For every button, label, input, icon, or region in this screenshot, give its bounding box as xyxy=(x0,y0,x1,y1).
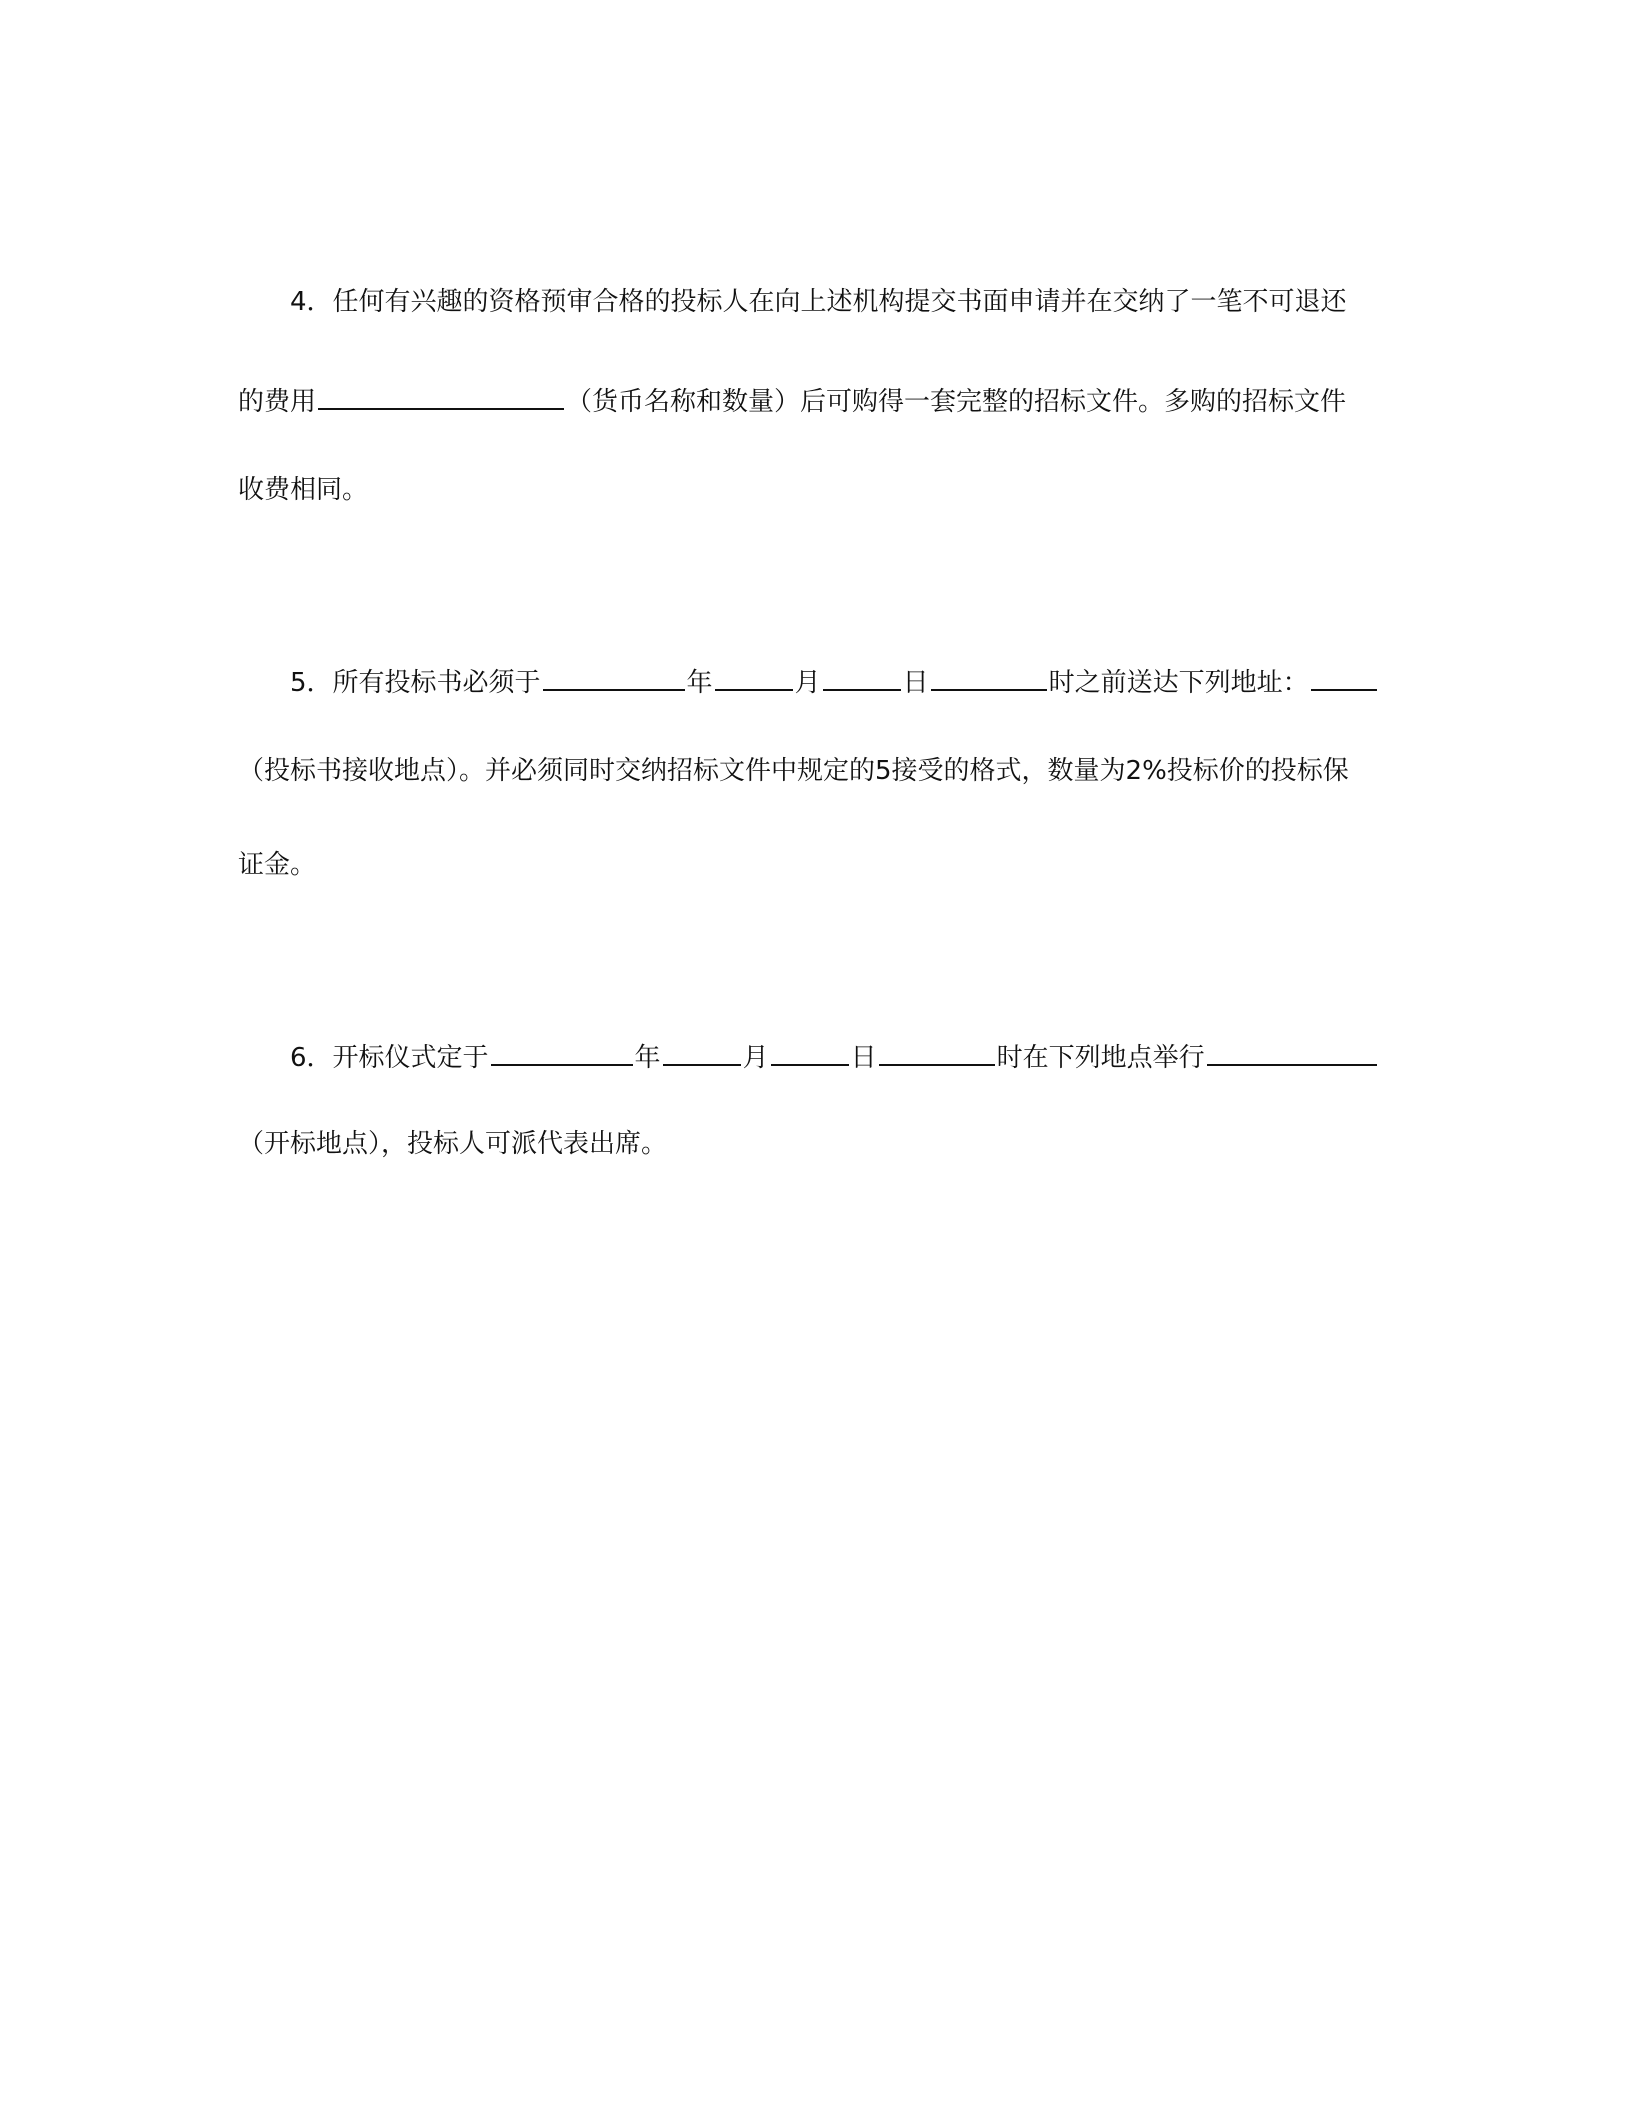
paragraph-5-text-1a: 5．所有投标书必须于 xyxy=(290,668,541,698)
paragraph-4-line-1 xyxy=(290,286,1347,318)
deadline-day-blank[interactable] xyxy=(823,661,901,691)
paragraph-4-text-1: 4．任何有兴趣的资格预审合格的投标人在向上述机构提交书面申请并在交纳了一笔不可退还 xyxy=(290,287,1347,317)
deadline-hour-blank[interactable] xyxy=(931,661,1047,691)
paragraph-5-line-3 xyxy=(238,849,316,881)
year-label: 年 xyxy=(686,668,713,698)
paragraph-4-text-2a: 的费用 xyxy=(238,387,317,417)
paragraph-4-line-2 xyxy=(238,380,1346,418)
paragraph-4-line-3 xyxy=(238,474,368,506)
paragraph-5-text-1b: 时之前送达下列地址： xyxy=(1048,668,1309,698)
paragraph-4-text-2b: （货币名称和数量）后可购得一套完整的招标文件。多购的招标文件 xyxy=(566,387,1347,417)
day-label: 日 xyxy=(850,1043,877,1073)
month-label: 月 xyxy=(742,1043,769,1073)
fee-blank[interactable] xyxy=(318,380,564,410)
paragraph-5-text-3: 证金。 xyxy=(238,850,317,880)
paragraph-6-line-1 xyxy=(290,1036,1379,1074)
paragraph-6-line-2 xyxy=(238,1128,667,1160)
opening-month-blank[interactable] xyxy=(663,1036,741,1066)
paragraph-6-text-2: （开标地点），投标人可派代表出席。 xyxy=(238,1129,668,1159)
opening-year-blank[interactable] xyxy=(491,1036,633,1066)
paragraph-5-text-2: （投标书接收地点）。并必须同时交纳招标文件中规定的5接受的格式，数量为2%投标价的投标保 xyxy=(238,756,1349,786)
paragraph-5-line-1 xyxy=(290,661,1379,699)
paragraph-4-text-3: 收费相同。 xyxy=(238,475,369,505)
month-label: 月 xyxy=(794,668,821,698)
paragraph-5-line-2 xyxy=(238,755,1349,787)
paragraph-6-text-1a: 6．开标仪式定于 xyxy=(290,1043,489,1073)
address-blank[interactable] xyxy=(1311,661,1377,691)
paragraph-6-text-1b: 时在下列地点举行 xyxy=(996,1043,1205,1073)
year-label: 年 xyxy=(634,1043,661,1073)
opening-location-blank[interactable] xyxy=(1207,1036,1377,1066)
deadline-month-blank[interactable] xyxy=(715,661,793,691)
day-label: 日 xyxy=(902,668,929,698)
opening-day-blank[interactable] xyxy=(771,1036,849,1066)
opening-hour-blank[interactable] xyxy=(879,1036,995,1066)
deadline-year-blank[interactable] xyxy=(543,661,685,691)
